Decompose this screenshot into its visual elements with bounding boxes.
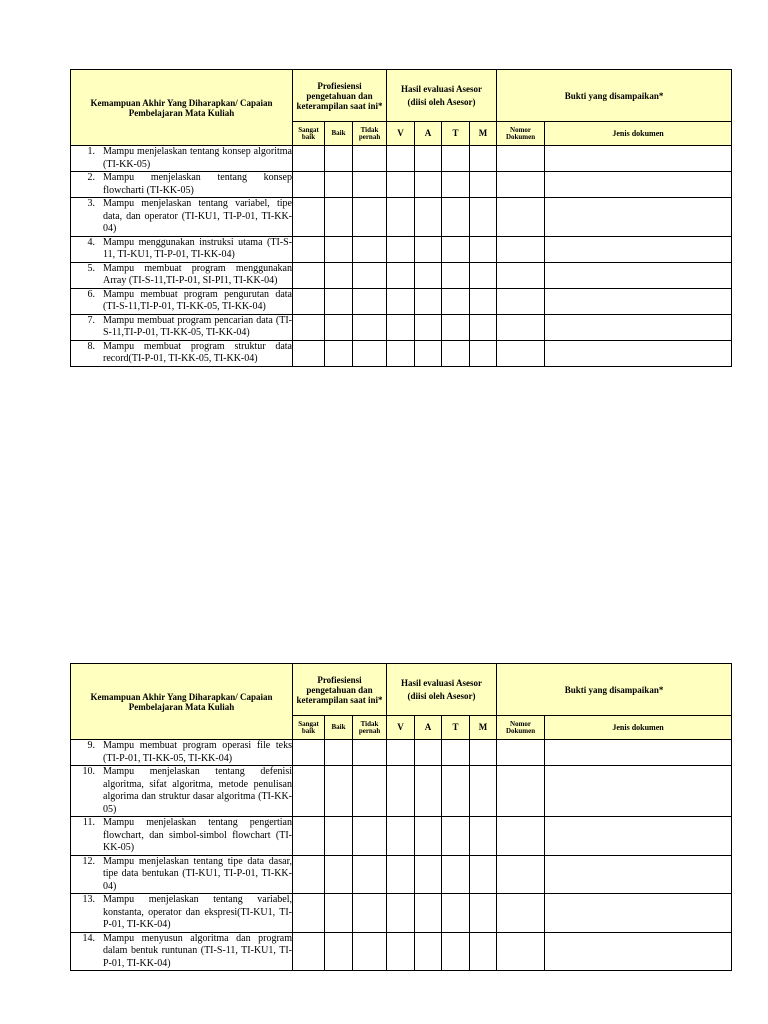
cell-m[interactable] xyxy=(470,172,497,198)
cell-tidak-pernah[interactable] xyxy=(353,262,387,288)
cell-a[interactable] xyxy=(415,817,442,856)
cell-jenis-dokumen[interactable] xyxy=(545,172,732,198)
header-profisiensi: Profiesiensi pengetahuan dan keterampilan saat ini* xyxy=(293,664,387,716)
cell-sangat-baik[interactable] xyxy=(293,817,325,856)
subheader-a: A xyxy=(415,716,442,740)
cell-m[interactable] xyxy=(470,817,497,856)
item-text: Mampu membuat program struktur data record(TI-P-01, TI-KK-05, TI-KK-04) xyxy=(103,340,292,364)
header-hasil-evaluasi xyxy=(387,70,497,122)
item-text: Mampu menjelaskan tentang variabel, konstanta, operator dan ekspresi(TI-KU1, TI-P-01, TI-KK-04) xyxy=(103,894,292,930)
capaian-item xyxy=(71,198,293,237)
cell-m[interactable] xyxy=(470,855,497,894)
item-number: 11. xyxy=(82,817,95,828)
cell-tidak-pernah[interactable] xyxy=(353,855,387,894)
cell-baik[interactable] xyxy=(325,894,353,933)
cell-jenis-dokumen[interactable] xyxy=(545,314,732,340)
table-row xyxy=(71,894,732,933)
cell-baik[interactable] xyxy=(325,817,353,856)
cell-a[interactable] xyxy=(415,932,442,971)
cell-v[interactable] xyxy=(387,740,415,766)
cell-baik[interactable] xyxy=(325,236,353,262)
cell-m[interactable] xyxy=(470,314,497,340)
cell-m[interactable] xyxy=(470,288,497,314)
cell-tidak-pernah[interactable] xyxy=(353,340,387,366)
cell-sangat-baik[interactable] xyxy=(293,236,325,262)
subheader-m: M xyxy=(470,122,497,146)
cell-t[interactable] xyxy=(442,172,470,198)
table-row xyxy=(71,236,732,262)
cell-sangat-baik[interactable] xyxy=(293,288,325,314)
cell-baik[interactable] xyxy=(325,262,353,288)
cell-nomor-dokumen[interactable] xyxy=(497,262,545,288)
cell-v[interactable] xyxy=(387,817,415,856)
header-hasil-evaluasi-line2: (diisi oleh Asesor) xyxy=(407,97,476,107)
item-number: 6. xyxy=(87,288,95,300)
subheader-v: V xyxy=(387,122,415,146)
cell-m[interactable] xyxy=(470,146,497,172)
cell-v[interactable] xyxy=(387,340,415,366)
capaian-item xyxy=(71,146,293,172)
cell-m[interactable] xyxy=(470,932,497,971)
cell-m[interactable] xyxy=(470,894,497,933)
cell-nomor-dokumen[interactable] xyxy=(497,172,545,198)
capaian-item xyxy=(71,766,293,817)
cell-t[interactable] xyxy=(442,314,470,340)
cell-t[interactable] xyxy=(442,262,470,288)
cell-tidak-pernah[interactable] xyxy=(353,314,387,340)
cell-a[interactable] xyxy=(415,894,442,933)
cell-baik[interactable] xyxy=(325,855,353,894)
cell-a[interactable] xyxy=(415,262,442,288)
item-text: Mampu menjelaskan tentang konsep algoritma (TI-KK-05) xyxy=(103,146,292,170)
subheader-t: T xyxy=(442,716,470,740)
cell-baik[interactable] xyxy=(325,146,353,172)
cell-nomor-dokumen[interactable] xyxy=(497,817,545,856)
cell-jenis-dokumen[interactable] xyxy=(545,340,732,366)
header-capaian: Kemampuan Akhir Yang Diharapkan/ Capaian Pembelajaran Mata Kuliah xyxy=(71,70,293,146)
cell-tidak-pernah[interactable] xyxy=(353,288,387,314)
cell-sangat-baik[interactable] xyxy=(293,172,325,198)
item-text: Mampu membuat program menggunakan Array (TI-S-11,TI-P-01, SI-PI1, TI-KK-04) xyxy=(103,262,292,286)
capaian-item xyxy=(71,740,293,766)
cell-baik[interactable] xyxy=(325,740,353,766)
cell-tidak-pernah[interactable] xyxy=(353,236,387,262)
item-text: Mampu membuat program pengurutan data (TI-S-11,TI-P-01, TI-KK-05, TI-KK-04) xyxy=(103,288,292,312)
subheader-a: A xyxy=(415,122,442,146)
table-row xyxy=(71,855,732,894)
capaian-item xyxy=(71,932,293,971)
item-number: 10. xyxy=(82,766,95,777)
header-bukti: Bukti yang disampaikan* xyxy=(497,70,732,122)
cell-sangat-baik[interactable] xyxy=(293,198,325,237)
cell-a[interactable] xyxy=(415,288,442,314)
capaian-item xyxy=(71,262,293,288)
subheader-tidak-pernah: Tidak pernah xyxy=(353,716,387,740)
cell-v[interactable] xyxy=(387,314,415,340)
cell-jenis-dokumen[interactable] xyxy=(545,288,732,314)
cell-sangat-baik[interactable] xyxy=(293,740,325,766)
cell-t[interactable] xyxy=(442,894,470,933)
assessment-table-2 xyxy=(70,663,732,971)
cell-a[interactable] xyxy=(415,198,442,237)
item-text: Mampu menjelaskan tentang pengertian flowchart, dan simbol-simbol flowchart (TI-KK-05) xyxy=(103,817,292,853)
cell-a[interactable] xyxy=(415,855,442,894)
item-text: Mampu membuat program operasi file teks (TI-P-01, TI-KK-05, TI-KK-04) xyxy=(103,740,292,764)
cell-jenis-dokumen[interactable] xyxy=(545,817,732,856)
cell-baik[interactable] xyxy=(325,932,353,971)
capaian-item xyxy=(71,288,293,314)
item-number: 1. xyxy=(87,146,95,157)
cell-a[interactable] xyxy=(415,172,442,198)
header-capaian: Kemampuan Akhir Yang Diharapkan/ Capaian Pembelajaran Mata Kuliah xyxy=(71,664,293,740)
cell-tidak-pernah[interactable] xyxy=(353,146,387,172)
cell-jenis-dokumen[interactable] xyxy=(545,198,732,237)
subheader-tidak-pernah: Tidak pernah xyxy=(353,122,387,146)
cell-v[interactable] xyxy=(387,894,415,933)
cell-nomor-dokumen[interactable] xyxy=(497,855,545,894)
cell-jenis-dokumen[interactable] xyxy=(545,766,732,817)
capaian-item xyxy=(71,236,293,262)
item-number: 14. xyxy=(82,932,95,944)
cell-m[interactable] xyxy=(470,198,497,237)
header-bukti: Bukti yang disampaikan* xyxy=(497,664,732,716)
cell-sangat-baik[interactable] xyxy=(293,855,325,894)
item-text: Mampu menjelaskan tentang konsep flowcharti (TI-KK-05) xyxy=(103,172,292,196)
item-number: 4. xyxy=(87,236,95,248)
cell-nomor-dokumen[interactable] xyxy=(497,236,545,262)
cell-nomor-dokumen[interactable] xyxy=(497,766,545,817)
cell-v[interactable] xyxy=(387,198,415,237)
cell-sangat-baik[interactable] xyxy=(293,314,325,340)
cell-sangat-baik[interactable] xyxy=(293,766,325,817)
capaian-item xyxy=(71,894,293,933)
table-row xyxy=(71,198,732,237)
cell-t[interactable] xyxy=(442,817,470,856)
table-row xyxy=(71,932,732,971)
cell-baik[interactable] xyxy=(325,172,353,198)
item-text: Mampu membuat program pencarian data (TI-S-11,TI-P-01, TI-KK-05, TI-KK-04) xyxy=(103,314,292,338)
header-profisiensi: Profiesiensi pengetahuan dan keterampilan saat ini* xyxy=(293,70,387,122)
table-1-body xyxy=(71,146,732,367)
cell-t[interactable] xyxy=(442,288,470,314)
table-row xyxy=(71,340,732,366)
cell-v[interactable] xyxy=(387,766,415,817)
cell-m[interactable] xyxy=(470,236,497,262)
item-text: Mampu menjelaskan tentang tipe data dasar, tipe data bentukan (TI-KU1, TI-P-01, TI-KK-04) xyxy=(103,855,292,892)
table-row xyxy=(71,262,732,288)
cell-baik[interactable] xyxy=(325,766,353,817)
cell-v[interactable] xyxy=(387,146,415,172)
capaian-item xyxy=(71,340,293,366)
cell-t[interactable] xyxy=(442,932,470,971)
cell-nomor-dokumen[interactable] xyxy=(497,198,545,237)
item-number: 5. xyxy=(87,262,95,274)
header-hasil-evaluasi xyxy=(387,664,497,716)
cell-tidak-pernah[interactable] xyxy=(353,198,387,237)
cell-jenis-dokumen[interactable] xyxy=(545,932,732,971)
item-text: Mampu menggunakan instruksi utama (TI-S-11, TI-KU1, TI-P-01, TI-KK-04) xyxy=(103,236,292,260)
table-row xyxy=(71,146,732,172)
cell-baik[interactable] xyxy=(325,288,353,314)
item-number: 3. xyxy=(87,198,95,209)
assessment-table-1 xyxy=(70,69,732,367)
subheader-jenis-dokumen: Jenis dokumen xyxy=(545,716,732,740)
cell-nomor-dokumen[interactable] xyxy=(497,740,545,766)
cell-v[interactable] xyxy=(387,855,415,894)
cell-a[interactable] xyxy=(415,146,442,172)
cell-m[interactable] xyxy=(470,340,497,366)
cell-nomor-dokumen[interactable] xyxy=(497,932,545,971)
cell-a[interactable] xyxy=(415,340,442,366)
cell-baik[interactable] xyxy=(325,340,353,366)
cell-tidak-pernah[interactable] xyxy=(353,172,387,198)
cell-sangat-baik[interactable] xyxy=(293,932,325,971)
cell-nomor-dokumen[interactable] xyxy=(497,288,545,314)
subheader-nomor-dokumen: Nomor Dokumen xyxy=(497,122,545,146)
table-row xyxy=(71,288,732,314)
item-number: 2. xyxy=(87,172,95,183)
cell-tidak-pernah[interactable] xyxy=(353,894,387,933)
cell-m[interactable] xyxy=(470,740,497,766)
cell-baik[interactable] xyxy=(325,314,353,340)
cell-a[interactable] xyxy=(415,236,442,262)
cell-m[interactable] xyxy=(470,766,497,817)
table-row xyxy=(71,740,732,766)
cell-jenis-dokumen[interactable] xyxy=(545,855,732,894)
subheader-v: V xyxy=(387,716,415,740)
cell-jenis-dokumen[interactable] xyxy=(545,262,732,288)
cell-a[interactable] xyxy=(415,314,442,340)
cell-jenis-dokumen[interactable] xyxy=(545,146,732,172)
table-row xyxy=(71,314,732,340)
cell-v[interactable] xyxy=(387,262,415,288)
cell-t[interactable] xyxy=(442,236,470,262)
item-number: 9. xyxy=(87,740,95,751)
subheader-jenis-dokumen: Jenis dokumen xyxy=(545,122,732,146)
capaian-item xyxy=(71,172,293,198)
cell-nomor-dokumen[interactable] xyxy=(497,340,545,366)
header-hasil-evaluasi-line2: (diisi oleh Asesor) xyxy=(407,691,476,701)
cell-v[interactable] xyxy=(387,932,415,971)
subheader-sangat-baik: Sangat baik xyxy=(293,122,325,146)
capaian-item xyxy=(71,855,293,894)
cell-nomor-dokumen[interactable] xyxy=(497,894,545,933)
subheader-t: T xyxy=(442,122,470,146)
cell-a[interactable] xyxy=(415,740,442,766)
subheader-nomor-dokumen: Nomor Dokumen xyxy=(497,716,545,740)
cell-sangat-baik[interactable] xyxy=(293,340,325,366)
cell-tidak-pernah[interactable] xyxy=(353,766,387,817)
cell-sangat-baik[interactable] xyxy=(293,146,325,172)
item-number: 12. xyxy=(82,855,95,867)
cell-sangat-baik[interactable] xyxy=(293,894,325,933)
cell-jenis-dokumen[interactable] xyxy=(545,894,732,933)
cell-nomor-dokumen[interactable] xyxy=(497,314,545,340)
header-hasil-evaluasi-line1: Hasil evaluasi Asesor xyxy=(401,678,483,688)
cell-jenis-dokumen[interactable] xyxy=(545,236,732,262)
cell-baik[interactable] xyxy=(325,198,353,237)
cell-t[interactable] xyxy=(442,855,470,894)
cell-tidak-pernah[interactable] xyxy=(353,817,387,856)
cell-m[interactable] xyxy=(470,262,497,288)
item-text: Mampu menyusun algoritma dan program dalam bentuk runtunan (TI-S-11, TI-KU1, TI-P-01, TI-KK-04) xyxy=(103,932,292,969)
cell-nomor-dokumen[interactable] xyxy=(497,146,545,172)
cell-a[interactable] xyxy=(415,766,442,817)
item-text: Mampu menjelaskan tentang defenisi algoritma, sifat algoritma, metode penulisan algorima dan struktur dasar algoritma (TI-KK-05) xyxy=(103,766,292,815)
header-hasil-evaluasi-line1: Hasil evaluasi Asesor xyxy=(401,84,483,94)
cell-tidak-pernah[interactable] xyxy=(353,740,387,766)
table-row xyxy=(71,817,732,856)
cell-t[interactable] xyxy=(442,766,470,817)
cell-v[interactable] xyxy=(387,172,415,198)
capaian-item xyxy=(71,817,293,856)
cell-v[interactable] xyxy=(387,288,415,314)
item-number: 8. xyxy=(87,340,95,352)
table-2-body xyxy=(71,740,732,971)
cell-jenis-dokumen[interactable] xyxy=(545,740,732,766)
cell-v[interactable] xyxy=(387,236,415,262)
table-row xyxy=(71,766,732,817)
table-row xyxy=(71,172,732,198)
item-number: 7. xyxy=(87,314,95,326)
capaian-item xyxy=(71,314,293,340)
subheader-m: M xyxy=(470,716,497,740)
cell-t[interactable] xyxy=(442,146,470,172)
item-text: Mampu menjelaskan tentang variabel, tipe data, dan operator (TI-KU1, TI-P-01, TI-KK-04) xyxy=(103,198,292,234)
subheader-sangat-baik: Sangat baik xyxy=(293,716,325,740)
subheader-baik: Baik xyxy=(325,716,353,740)
cell-t[interactable] xyxy=(442,198,470,237)
cell-sangat-baik[interactable] xyxy=(293,262,325,288)
item-number: 13. xyxy=(82,894,95,905)
cell-tidak-pernah[interactable] xyxy=(353,932,387,971)
cell-t[interactable] xyxy=(442,340,470,366)
subheader-baik: Baik xyxy=(325,122,353,146)
cell-t[interactable] xyxy=(442,740,470,766)
